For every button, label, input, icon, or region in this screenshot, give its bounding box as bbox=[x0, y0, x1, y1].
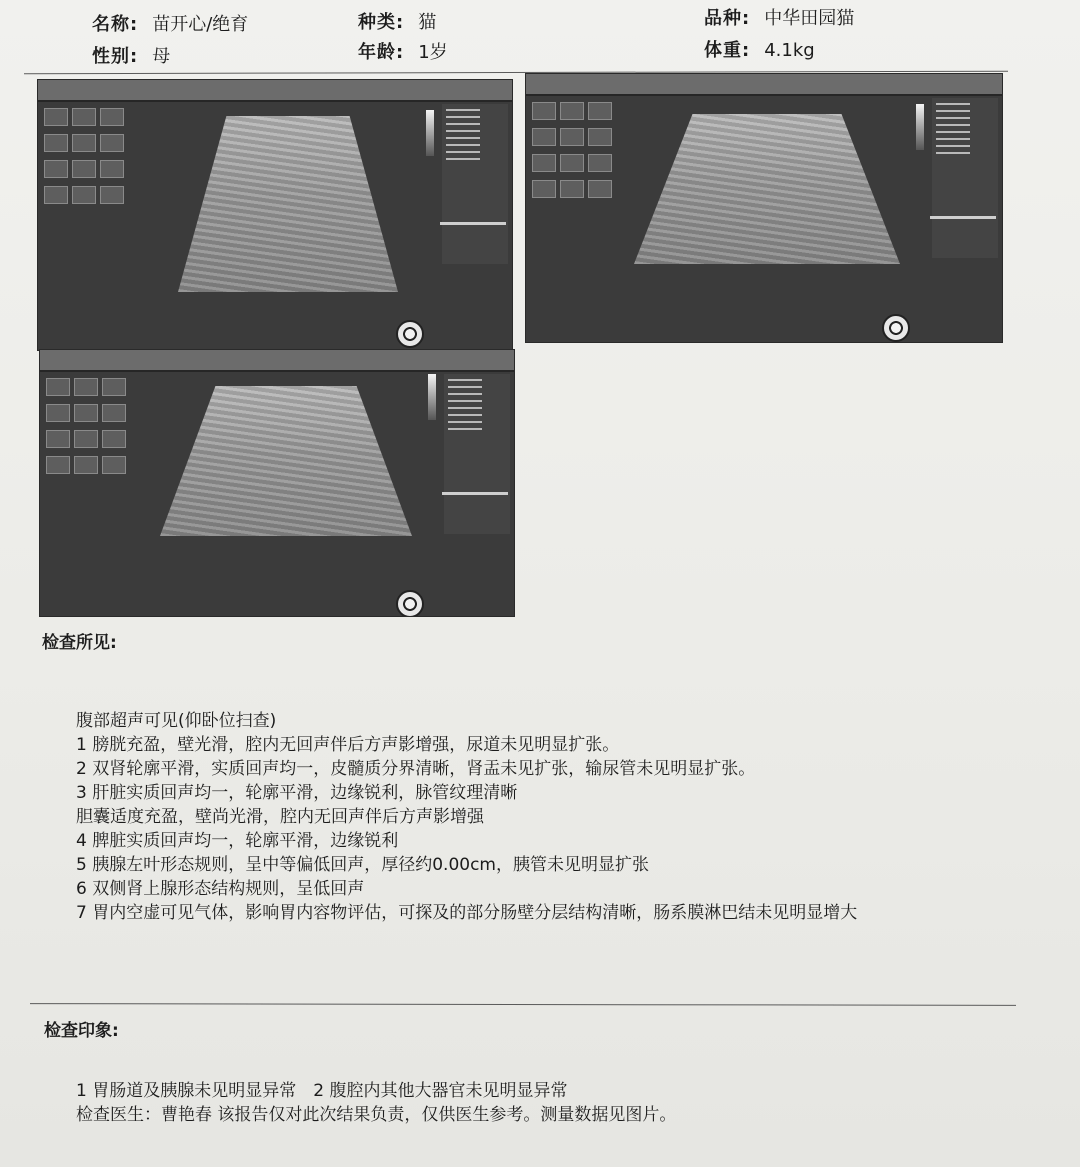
scanner-toolbar bbox=[38, 80, 512, 102]
scanner-menu bbox=[932, 98, 998, 258]
trackball-icon bbox=[396, 590, 424, 616]
species-label: 种类: bbox=[358, 12, 405, 33]
thumbnail-grid bbox=[530, 100, 614, 204]
breed-label: 品种: bbox=[704, 8, 751, 29]
name-label: 名称: bbox=[92, 14, 139, 35]
species-value: 猫 bbox=[418, 12, 437, 33]
scanner-toolbar bbox=[40, 350, 514, 372]
gray-scale-bar bbox=[426, 110, 434, 156]
findings-title: 检查所见: bbox=[42, 633, 117, 653]
field-name bbox=[92, 10, 248, 36]
impression-body bbox=[76, 1079, 676, 1127]
sex-value: 母 bbox=[152, 46, 171, 67]
ultrasound-fan bbox=[634, 114, 900, 264]
field-weight bbox=[704, 36, 815, 62]
findings-line: 6 双侧肾上腺形态结构规则，呈低回声 bbox=[76, 879, 365, 899]
scanner-menu bbox=[444, 374, 510, 534]
ultrasound-fan bbox=[178, 116, 398, 292]
field-breed bbox=[704, 4, 854, 30]
impression-line: 1 胃肠道及胰腺未见明显异常 2 腹腔内其他大器官未见明显异常 bbox=[76, 1081, 568, 1101]
doctor-signature-line: 检查医生：曹艳春 该报告仅对此次结果负责，仅供医生参考。测量数据见图片。 bbox=[76, 1105, 677, 1125]
findings-body bbox=[76, 709, 857, 925]
field-age bbox=[358, 38, 448, 64]
findings-divider bbox=[30, 1003, 1016, 1006]
impression-title: 检查印象: bbox=[44, 1021, 119, 1041]
divider-bar bbox=[440, 222, 506, 225]
findings-line: 3 肝脏实质回声均一，轮廓平滑，边缘锐利，脉管纹理清晰 bbox=[76, 783, 518, 803]
divider-bar bbox=[442, 492, 508, 495]
sex-label: 性别: bbox=[92, 46, 139, 67]
scanner-toolbar bbox=[526, 74, 1002, 96]
field-species bbox=[358, 8, 436, 34]
weight-label: 体重: bbox=[704, 40, 751, 61]
trackball-icon bbox=[882, 314, 910, 342]
findings-line: 1 膀胱充盈，壁光滑，腔内无回声伴后方声影增强，尿道未见明显扩张。 bbox=[76, 735, 620, 755]
trackball-icon bbox=[396, 320, 424, 348]
findings-line: 胆囊适度充盈，壁尚光滑，腔内无回声伴后方声影增强 bbox=[76, 807, 484, 827]
ultrasound-image-2 bbox=[526, 74, 1002, 342]
findings-line: 2 双肾轮廓平滑，实质回声均一，皮髓质分界清晰，肾盂未见扩张，输尿管未见明显扩张。 bbox=[76, 759, 756, 779]
findings-line: 7 胃内空虚可见气体，影响胃内容物评估，可探及的部分肠壁分层结构清晰，肠系膜淋巴结未见明显增大 bbox=[76, 903, 858, 923]
breed-value: 中华田园猫 bbox=[764, 8, 855, 29]
field-sex bbox=[92, 42, 170, 68]
divider-bar bbox=[930, 216, 996, 219]
ultrasound-fan bbox=[160, 386, 412, 536]
findings-line: 腹部超声可见(仰卧位扫查) bbox=[76, 711, 277, 731]
findings-line: 5 胰腺左叶形态规则，呈中等偏低回声，厚径约0.00cm，胰管未见明显扩张 bbox=[76, 855, 649, 875]
gray-scale-bar bbox=[916, 104, 924, 150]
ultrasound-image-1 bbox=[38, 80, 512, 350]
scanner-menu bbox=[442, 104, 508, 264]
name-value: 苗开心/绝育 bbox=[152, 14, 249, 35]
age-label: 年龄: bbox=[358, 42, 405, 63]
thumbnail-grid bbox=[42, 106, 126, 210]
gray-scale-bar bbox=[428, 374, 436, 420]
thumbnail-grid bbox=[44, 376, 128, 480]
age-value: 1岁 bbox=[418, 42, 448, 63]
weight-value: 4.1kg bbox=[764, 40, 815, 61]
findings-line: 4 脾脏实质回声均一，轮廓平滑，边缘锐利 bbox=[76, 831, 399, 851]
ultrasound-image-3 bbox=[40, 350, 514, 616]
